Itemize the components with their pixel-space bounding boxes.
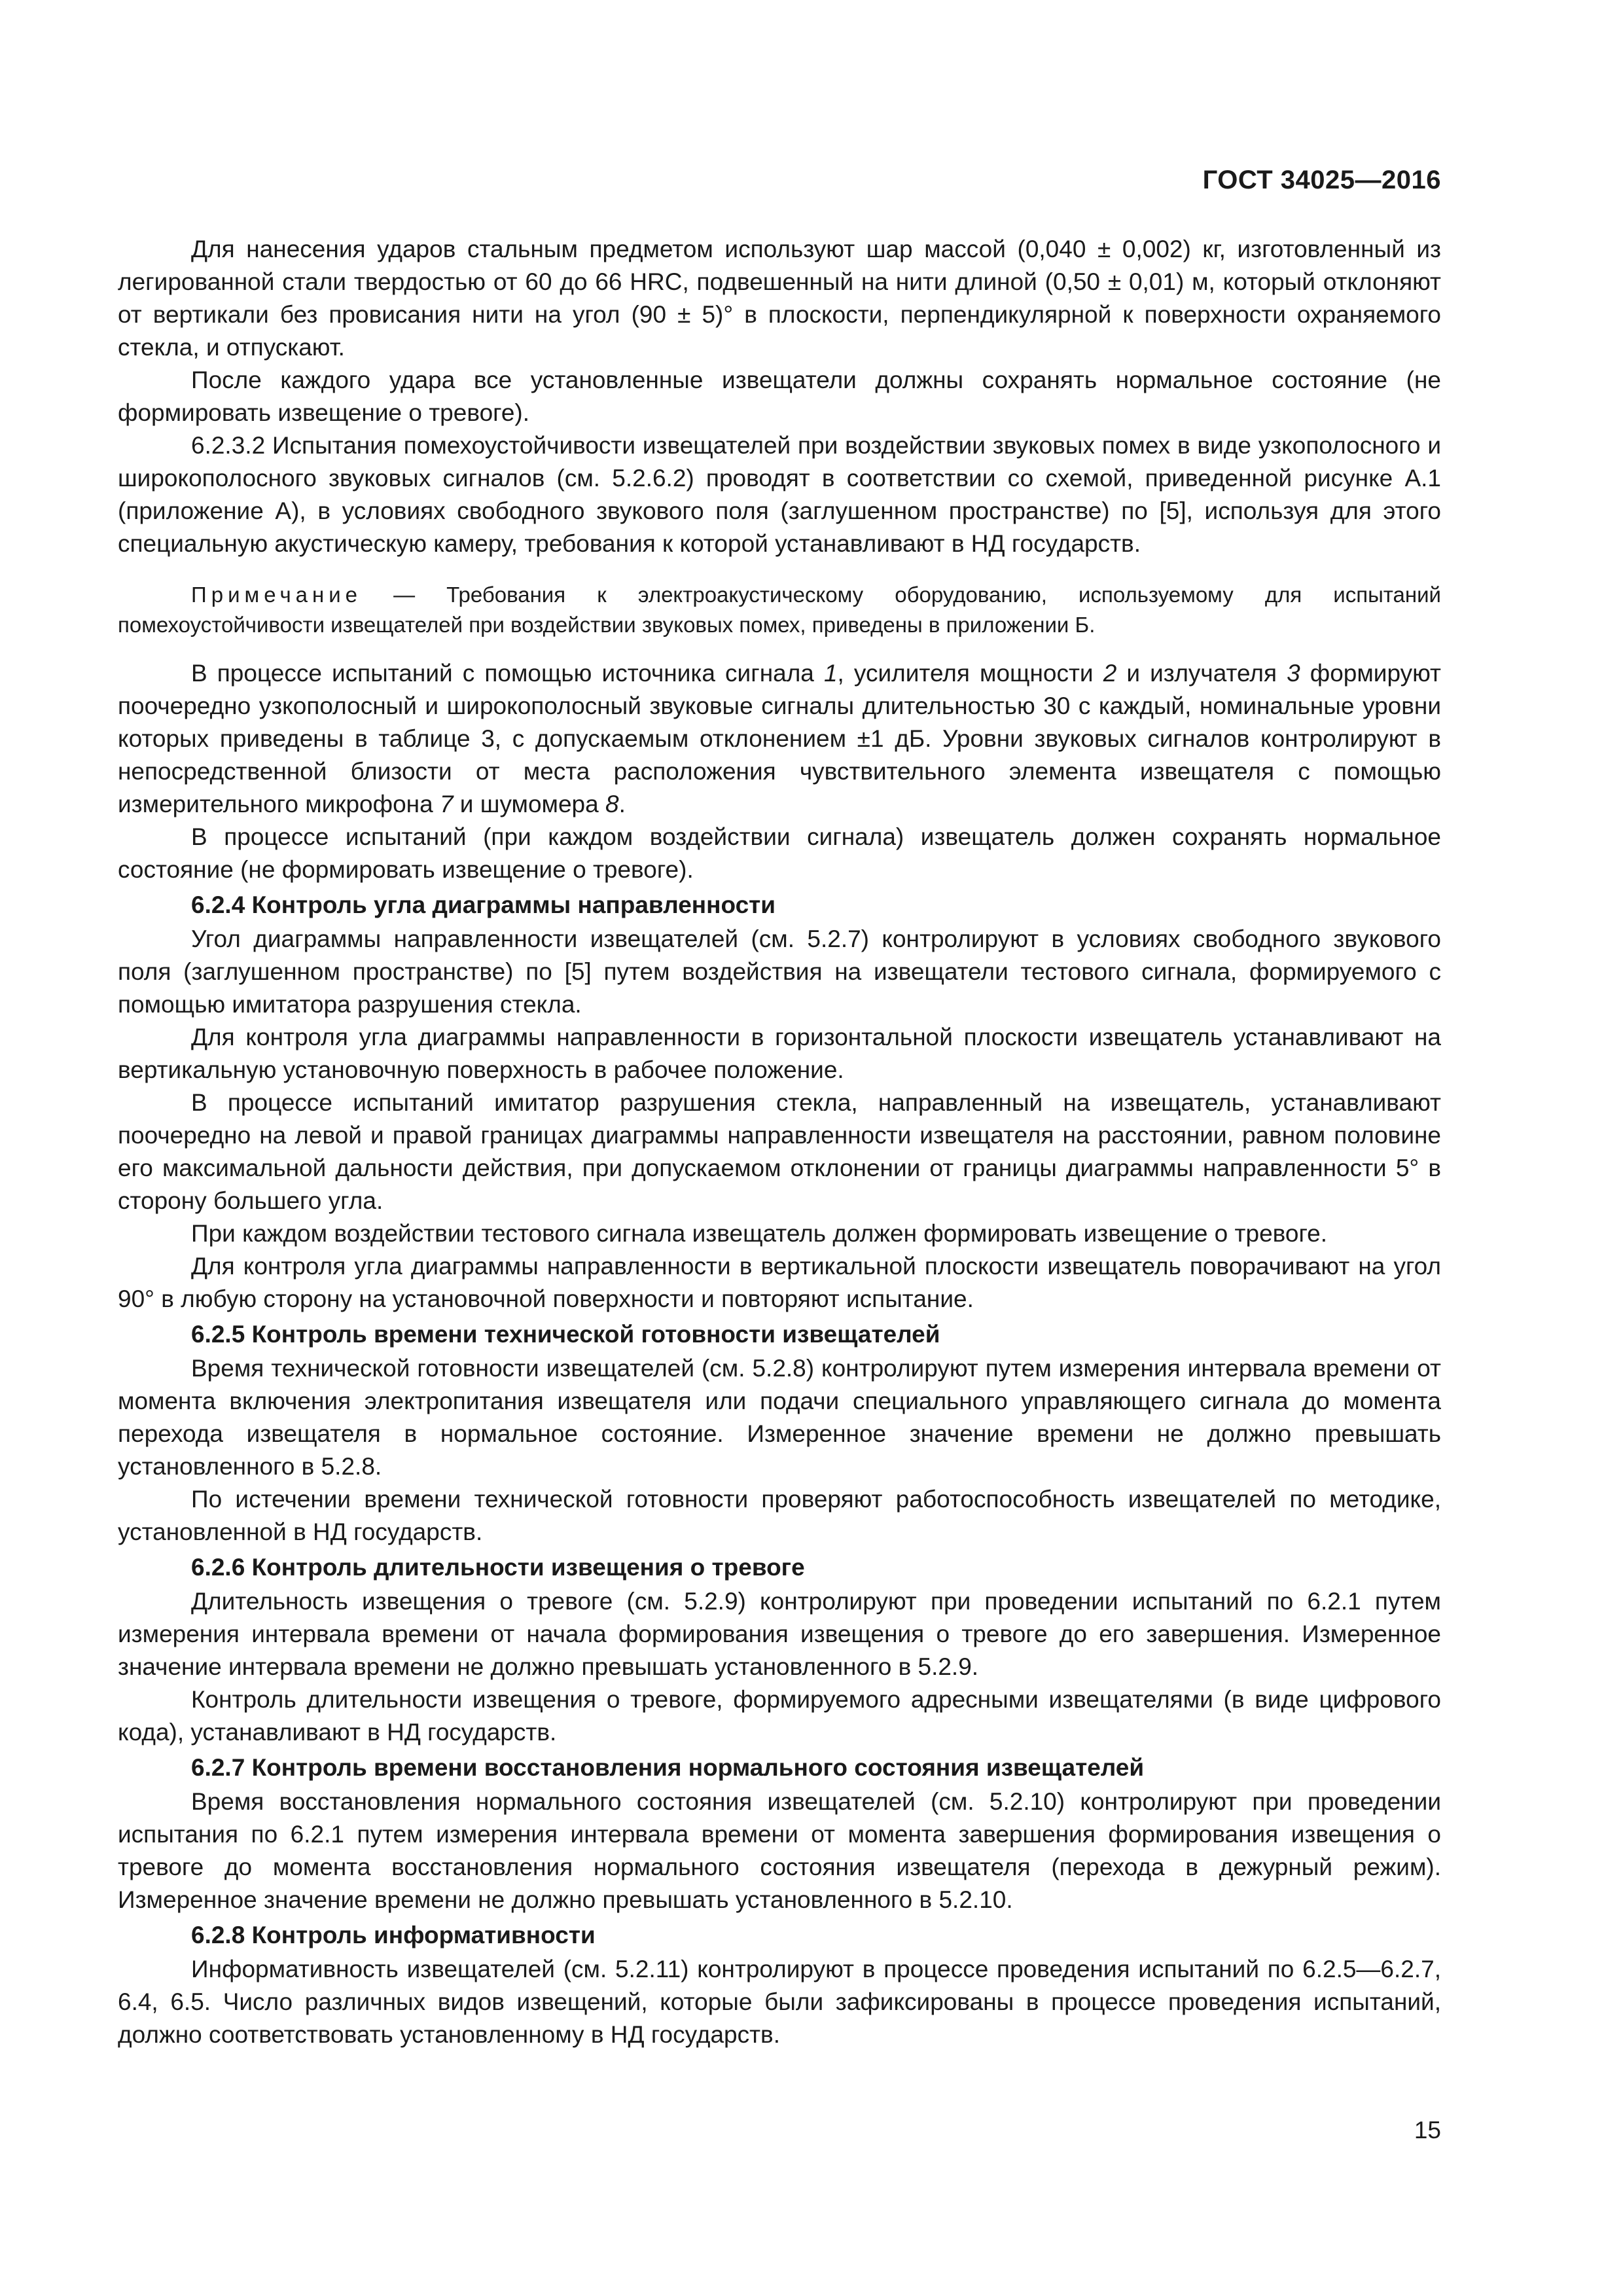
- paragraph-alarm-duration: Длительность извещения о тревоге (см. 5.2.9) контролируют при проведении испытаний по 6.2.1 путем измерения интервала времени от начала формирования извещения о тревоге до его завершения. Измеренное значение интервала времени не должно превышать установленного в 5.2.9.: [118, 1588, 1441, 1680]
- text-run: .: [618, 791, 626, 817]
- heading-6-2-7: 6.2.7 Контроль времени восстановления нормального состояния извещателей: [191, 1754, 1145, 1781]
- text-run: , усилителя мощности: [837, 660, 1103, 687]
- standard-header: ГОСТ 34025—2016: [1202, 166, 1441, 194]
- paragraph-recovery-time: Время восстановления нормального состояния извещателей (см. 5.2.10) контролируют при проведении испытания по 6.2.1 путем измерения интервала времени от момента завершения формирования извещения о тревоге до момента восстановления нормального состояния извещателя (перехода в дежурный режим). Измеренное значение времени не должно превышать установленного в 5.2.10.: [118, 1788, 1441, 1913]
- page-number: 15: [1414, 2117, 1441, 2144]
- note-text: — Требования к электроакустическому оборудованию, используемому для испытаний помехоустойчивости извещателей при воздействии звуковых помех, приведены в приложении Б.: [118, 583, 1441, 637]
- paragraph-alarm: При каждом воздействии тестового сигнала извещатель должен формировать извещение о тревоге.: [191, 1220, 1328, 1247]
- note-label: Примечание: [191, 583, 363, 607]
- paragraph-addressable: Контроль длительности извещения о тревоге, формируемого адресными извещателями (в виде цифрового кода), устанавливают в НД государств.: [118, 1686, 1441, 1746]
- paragraph-simulator: В процессе испытаний имитатор разрушения стекла, направленный на извещатель, устанавливают поочередно на левой и правой границах диаграммы направленности извещателя на расстоянии, равном половине его максимальной дальности действия, при допускаемом отклонении от границы диаграммы направленности 5° в сторону большего угла.: [118, 1089, 1441, 1214]
- text-run: В процессе испытаний с помощью источника сигнала: [191, 660, 824, 687]
- paragraph-signal-test: [118, 657, 1441, 821]
- heading-6-2-4: 6.2.4 Контроль угла диаграммы направленности: [191, 891, 776, 918]
- heading-6-2-6: 6.2.6 Контроль длительности извещения о тревоге: [191, 1554, 805, 1581]
- paragraph-ball-impact: Для нанесения ударов стальным предметом используют шар массой (0,040 ± 0,002) кг, изготовленный из легированной стали твердостью от 60 до 66 HRC, подвешенный на нити длиной (0,50 ± 0,01) м, который отклоняют от вертикали без провисания нити на угол (90 ± 5)° в плоскости, перпендикулярной к поверхности охраняемого стекла, и отпускают.: [118, 236, 1441, 361]
- italic-ref: 3: [1287, 660, 1300, 687]
- heading-6-2-8: 6.2.8 Контроль информативности: [191, 1922, 596, 1948]
- italic-ref: 8: [605, 791, 619, 817]
- heading-6-2-5: 6.2.5 Контроль времени технической готовности извещателей: [191, 1321, 940, 1348]
- paragraph-6-2-3-2: 6.2.3.2 Испытания помехоустойчивости извещателей при воздействии звуковых помех в виде узкополосного и широкополосного звуковых сигналов (см. 5.2.6.2) проводят в соответствии со схемой, приведенной рисунке А.1 (приложение А), в условиях свободного звукового поля (заглушенном пространстве) по [5], используя для этого специальную акустическую камеру, требования к которой устанавливают в НД государств.: [118, 432, 1441, 557]
- note: [118, 580, 1441, 640]
- paragraph-readiness-time: Время технической готовности извещателей (см. 5.2.8) контролируют путем измерения интервала времени от момента включения электропитания извещателя или подачи специального управляющего сигнала до момента перехода извещателя в нормальное состояние. Измеренное значение времени не должно превышать установленного в 5.2.8.: [118, 1355, 1441, 1480]
- paragraph-angle-control: Угол диаграммы направленности извещателей (см. 5.2.7) контролируют в условиях свободного звукового поля (заглушенном пространстве) по [5] путем воздействия на извещатели тестового сигнала, формируемого с помощью имитатора разрушения стекла.: [118, 925, 1441, 1018]
- paragraph-after-impact: После каждого удара все установленные извещатели должны сохранять нормальное состояние (не формировать извещение о тревоге).: [118, 367, 1441, 426]
- text-run: и шумомера: [453, 791, 605, 817]
- italic-ref: 2: [1103, 660, 1117, 687]
- document-page: [118, 151, 1441, 2051]
- text-run: формируют поочередно узкополосный и широкополосный звуковые сигналы длительностью 30 с каждый, номинальные уровни которых приведены в таблице 3, с допускаемым отклонением ±1 дБ. Уровни звуковых сигналов контролируют в непосредственной близости от места расположения чувствительного элемента извещателя с помощью измерительного микрофона: [118, 660, 1441, 817]
- paragraph-vertical: Для контроля угла диаграммы направленности в вертикальной плоскости извещатель поворачивают на угол 90° в любую сторону на установочной поверхности и повторяют испытание.: [118, 1253, 1441, 1312]
- paragraph-normal-state: В процессе испытаний (при каждом воздействии сигнала) извещатель должен сохранять нормальное состояние (не формировать извещение о тревоге).: [118, 823, 1441, 883]
- italic-ref: 7: [439, 791, 454, 817]
- text-run: и излучателя: [1116, 660, 1287, 687]
- paragraph-informativity: Информативность извещателей (см. 5.2.11) контролируют в процессе проведения испытаний по 6.2.5—6.2.7, 6.4, 6.5. Число различных видов извещений, которые были зафиксированы в процессе проведения испытаний, должно соответствовать установленному в НД государств.: [118, 1956, 1441, 2048]
- italic-ref: 1: [823, 660, 838, 687]
- paragraph-horizontal: Для контроля угла диаграммы направленности в горизонтальной плоскости извещатель устанавливают на вертикальную установочную поверхность в рабочее положение.: [118, 1024, 1441, 1083]
- paragraph-operability: По истечении времени технической готовности проверяют работоспособность извещателей по методике, установленной в НД государств.: [118, 1486, 1441, 1545]
